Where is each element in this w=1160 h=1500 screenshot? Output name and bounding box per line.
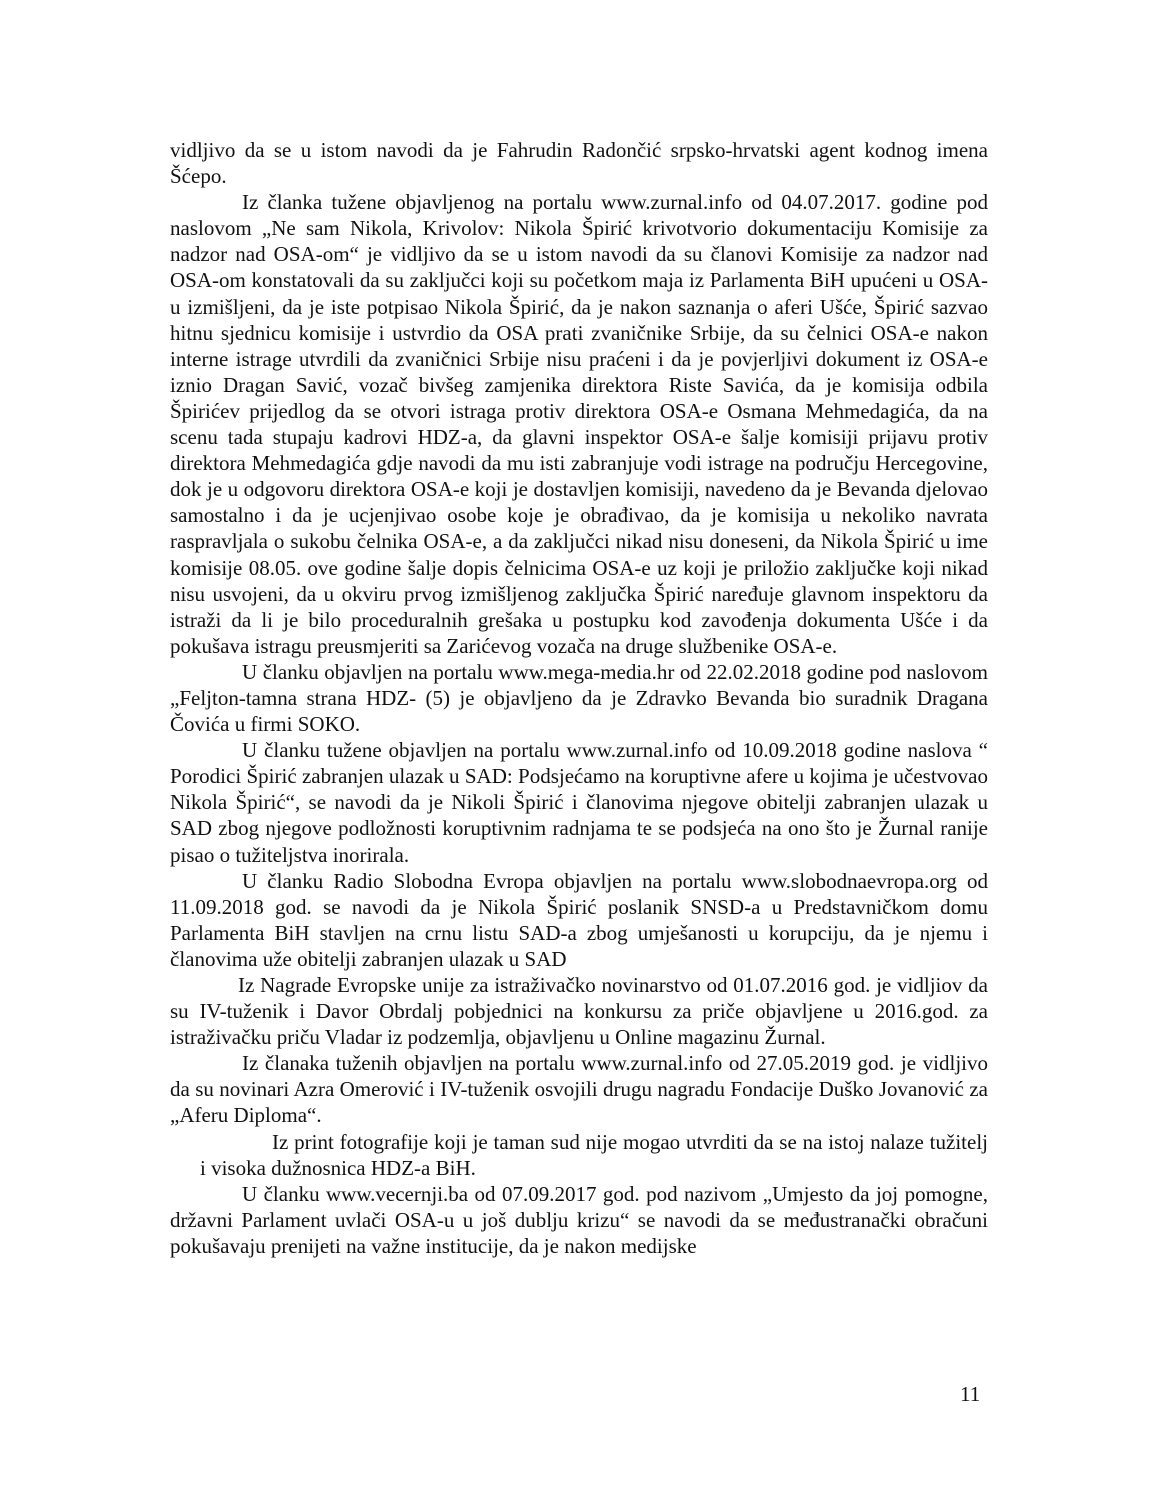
paragraph: vidljivo da se u istom navodi da je Fahrudin Radončić srpsko-hrvatski agent kodnog imena Šćepo.	[170, 138, 988, 189]
paragraph: U članku objavljen na portalu www.mega-media.hr od 22.02.2018 godine pod naslovom „Feljton-tamna strana HDZ- (5) je objavljeno da je Zdravko Bevanda bio suradnik Dragana Čovića u firmi SOKO.	[170, 659, 988, 737]
page-number: 11	[960, 1382, 981, 1406]
paragraph: Iz print fotografije koji je taman sud nije mogao utvrditi da se na istoj nalaze tužitelj i visoka dužnosnica HDZ-a BiH.	[200, 1129, 988, 1180]
paragraph: Iz Nagrade Evropske unije za istraživačko novinarstvo od 01.07.2016 god. je vidljiov da su IV-tuženik i Davor Obrdalj pobjednici na konkursu za priče objavljene u 2016.god. za istraživačku priču Vladar iz podzemlja, objavljenu u Online magazinu Žurnal.	[170, 973, 988, 1050]
paragraph: U članku tužene objavljen na portalu www.zurnal.info od 10.09.2018 godine naslova “ Porodici Špirić zabranjen ulazak u SAD: Podsjećamo na koruptivne afere u kojima je učestvovao Nikola Špirić“, se navodi da je Nikoli Špirić i članovima njegove obitelji zabranjen ulazak u SAD zbog njegove podložnosti koruptivnim radnjama te se podsjeća na ono što je Žurnal ranije pisao o tužiteljstva inorirala.	[170, 738, 988, 867]
paragraph: U članku Radio Slobodna Evropa objavljen na portalu www.slobodnaevropa.org od 11.09.2018 god. se navodi da je Nikola Špirić poslanik SNSD-a u Predstavničkom domu Parlamenta BiH stavljen na crnu listu SAD-a zbog umješanosti u korupciju, da je njemu i članovima uže obitelji zabranjen ulazak u SAD	[170, 868, 988, 971]
paragraph: U članku www.vecernji.ba od 07.09.2017 god. pod nazivom „Umjesto da joj pomogne, državni Parlament uvlači OSA-u u još dublju krizu“ se navodi da se međustranački obračuni pokušavaju prenijeti na važne institucije, da je nakon medijske	[170, 1181, 988, 1258]
paragraph: Iz članaka tuženih objavljen na portalu www.zurnal.info od 27.05.2019 god. je vidljivo da su novinari Azra Omerović i IV-tuženik osvojili drugu nagradu Fondacije Duško Jovanović za „Aferu Diploma“.	[170, 1051, 988, 1128]
paragraph: Iz članka tužene objavljenog na portalu www.zurnal.info od 04.07.2017. godine pod naslovom „Ne sam Nikola, Krivolov: Nikola Špirić krivotvorio dokumentaciju Komisije za nadzor nad OSA-om“ je vidljivo da se u istom navodi da su članovi Komisije za nadzor nad OSA-om konstatovali da su zaključci koji su početkom maja iz Parlamenta BiH upućeni u OSA-u izmišljeni, da je iste potpisao Nikola Špirić, da je nakon saznanja o aferi Ušće, Špirić sazvao hitnu sjednicu komisije i ustvrdio da OSA prati zvaničnike Srbije, da su čelnici OSA-e nakon interne istrage utvrdili da zvaničnici Srbije nisu praćeni i da je povjerljivi dokument iz OSA-e iznio Dragan Savić, vozač bivšeg zamjenika direktora Riste Savića, da je komisija odbila Špirićev prijedlog da se otvori istraga protiv direktora OSA-e Osmana Mehmedagića, da na scenu tada stupaju kadrovi HDZ-a, da glavni inspektor OSA-e šalje komisiji prijavu protiv direktora Mehmedagića gdje navodi da mu isti zabranjuje vodi istrage na području Hercegovine, dok je u odgovoru direktora OSA-e koji je dostavljen komisiji, navedeno da je Bevanda djelovao samostalno i da je ucjenjivao osobe koje je obrađivao, da je komisija u nekoliko navrata raspravljala o sukobu čelnika OSA-e, a da zaključci nikad nisu doneseni, da Nikola Špirić u ime komisije 08.05. ove godine šalje dopis čelnicima OSA-e uz koji je priložio zaključke koji nikad nisu usvojeni, da u okviru prvog izmišljenog zaključka Špirić naređuje glavnom inspektoru da istraži da li je bilo proceduralnih grešaka u postupku kod zavođenja dokumenta Ušće i da pokušava istragu preusmjeriti sa Zarićevog vozača na druge službenike OSA-e.	[170, 190, 988, 658]
body-text	[170, 137, 988, 1259]
